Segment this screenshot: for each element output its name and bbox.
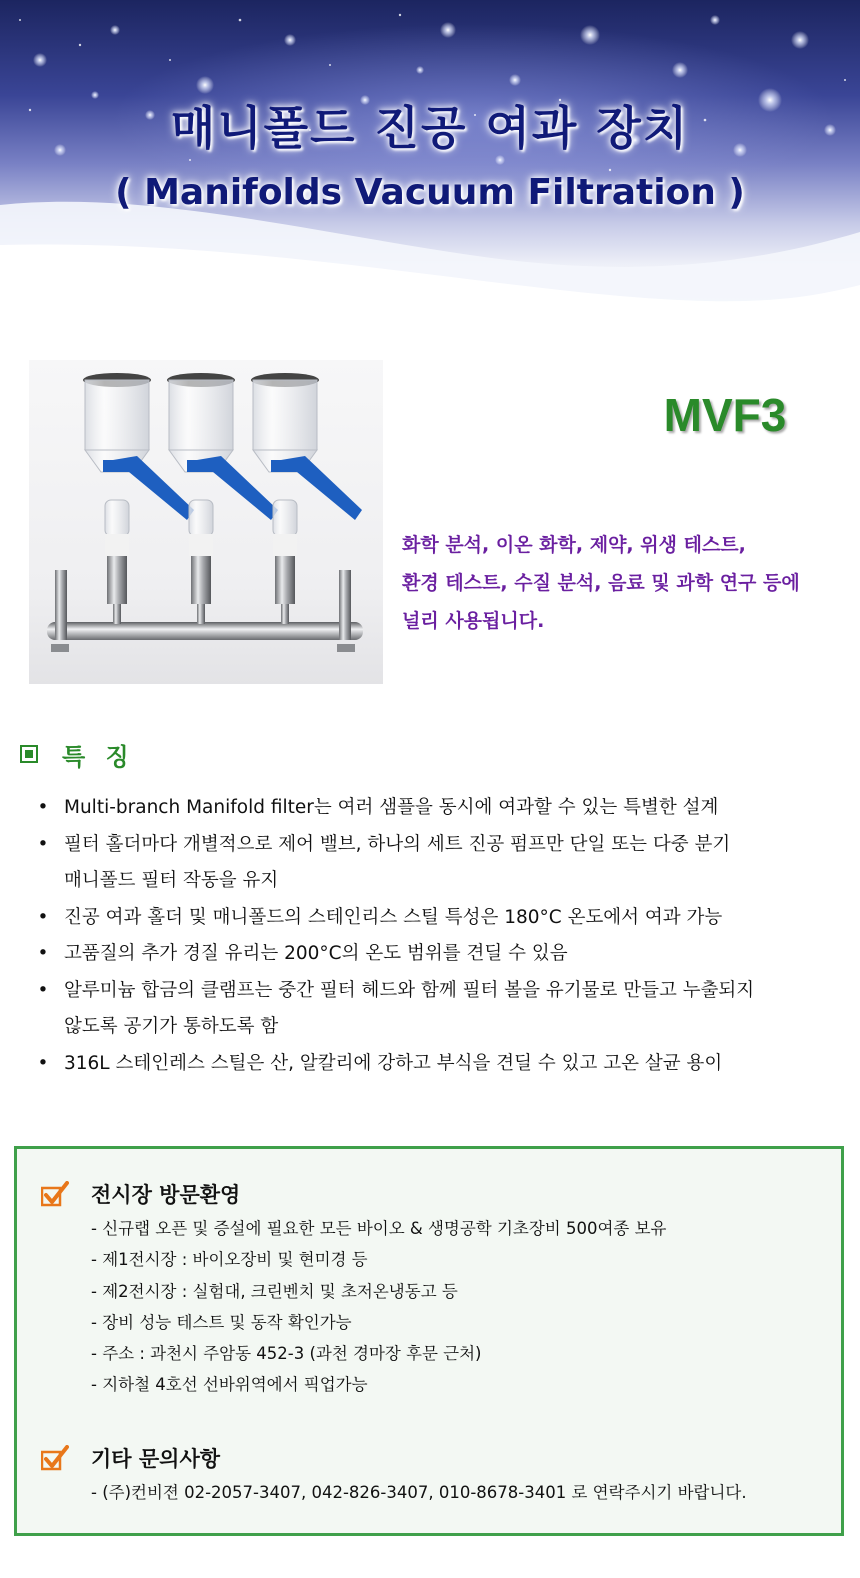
detail-line: - 제1전시장 : 바이오장비 및 현미경 등 xyxy=(91,1250,368,1270)
feature-text: Multi-branch Manifold filter는 여러 샘플을 동시에 여과할 수 있는 특별한 설계 xyxy=(64,797,719,818)
inquiry-section xyxy=(41,1443,831,1508)
detail-line: - 지하철 4호선 선바위역에서 픽업가능 xyxy=(91,1375,368,1395)
description-line: 화학 분석, 이온 화학, 제약, 위생 테스트, xyxy=(402,534,746,556)
section-header xyxy=(41,1443,831,1473)
list-item xyxy=(36,1046,846,1083)
bullet-icon: • xyxy=(37,943,49,964)
description-line: 널리 사용됩니다. xyxy=(402,610,545,632)
hero-banner xyxy=(0,0,860,340)
bullet-icon: • xyxy=(37,906,49,928)
checkmark-icon xyxy=(41,1445,69,1471)
features-title: 특 징 xyxy=(62,742,135,771)
detail-line: - 주소 : 과천시 주암동 452-3 (과천 경마장 후문 근처) xyxy=(91,1344,482,1364)
feature-text: 고품질의 추가 경질 유리는 200°C의 온도 범위를 견딜 수 있음 xyxy=(64,943,568,964)
page-subtitle: ( Manifolds Vacuum Filtration ) xyxy=(115,172,745,213)
bullet-icon: • xyxy=(37,1052,49,1074)
list-item xyxy=(36,827,846,900)
feature-text: 진공 여과 홀더 및 매니폴드의 스테인리스 스틸 특성은 180°C 온도에서 여과 가능 xyxy=(64,906,723,928)
feature-text: 필터 홀더마다 개별적으로 제어 밸브, 하나의 세트 진공 펌프만 단일 또는 다중 분기 xyxy=(64,833,731,855)
list-item xyxy=(36,973,846,1046)
section-title: 전시장 방문환영 xyxy=(91,1183,241,1207)
info-box xyxy=(14,1146,844,1536)
detail-line: - 제2전시장 : 실험대, 크린벤치 및 초저온냉동고 등 xyxy=(91,1281,458,1301)
showroom-details xyxy=(91,1213,831,1401)
list-item xyxy=(36,900,846,937)
feature-list xyxy=(36,790,846,1082)
feature-text: 알루미늄 합금의 클램프는 중간 필터 헤드와 함께 필터 볼을 유기물로 만들고 누출되지 xyxy=(64,979,755,1001)
features-heading xyxy=(20,736,135,772)
product-photo xyxy=(29,360,383,684)
section-title: 기타 문의사항 xyxy=(91,1447,221,1471)
inquiry-details xyxy=(91,1477,831,1508)
feature-text: 316L 스테인레스 스틸은 산, 알칼리에 강하고 부식을 견딜 수 있고 고온 살균 용이 xyxy=(64,1052,723,1074)
checkmark-icon xyxy=(41,1181,69,1207)
contact-line: - (주)컨비젼 02-2057-3407, 042-826-3407, 010-8678-3401 로 연락주시기 바랍니다. xyxy=(91,1483,747,1502)
section-header xyxy=(41,1179,831,1209)
feature-text: 매니폴드 필터 작동을 유지 xyxy=(64,870,279,891)
page-title: 매니폴드 진공 여과 장치 xyxy=(170,101,690,155)
list-item xyxy=(36,790,846,827)
showroom-section xyxy=(41,1179,831,1401)
bullet-icon: • xyxy=(37,979,49,1001)
model-code: MVF3 xyxy=(663,389,787,441)
list-item xyxy=(36,936,846,973)
detail-line: - 신규랩 오픈 및 증설에 필요한 모든 바이오 & 생명공학 기초장비 500여종 보유 xyxy=(91,1219,667,1238)
detail-line: - 장비 성능 테스트 및 동작 확인가능 xyxy=(91,1312,352,1332)
description-line: 환경 테스트, 수질 분석, 음료 및 과학 연구 등에 xyxy=(402,572,800,594)
manifold-illustration xyxy=(29,360,383,684)
square-bullet-icon xyxy=(20,745,38,763)
snow-wave xyxy=(0,0,860,340)
bullet-icon: • xyxy=(37,833,49,855)
feature-text: 않도록 공기가 통하도록 함 xyxy=(64,1016,279,1037)
bullet-icon: • xyxy=(37,797,49,818)
product-description xyxy=(402,526,852,640)
